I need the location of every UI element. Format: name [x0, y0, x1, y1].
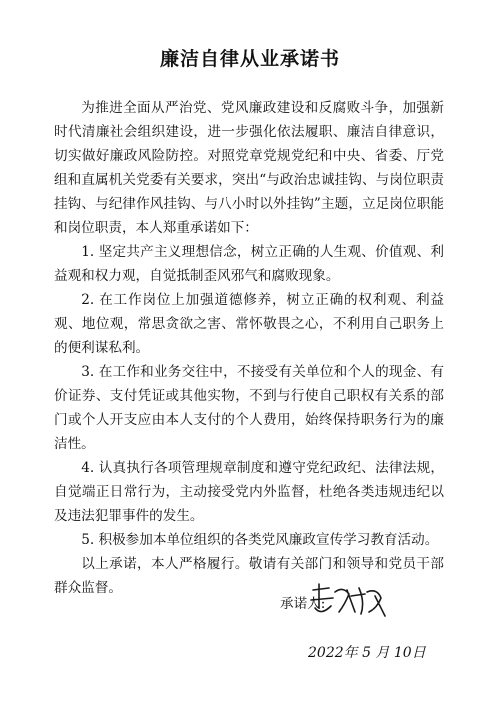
closing-paragraph: 以上承诺，本人严格履行。敬请有关部门和领导和党员干部群众监督。 [54, 556, 444, 596]
commitment-item-3: 3. 在工作和业务交往中，不接受有关单位和个人的现金、有价证券、支付凭证或其他实物，不到与行使自己职权有关系的部门或个人开支应由本人支付的个人费用，始终保持职务行为的廉洁性。 [54, 364, 444, 452]
handwritten-signature [285, 582, 395, 622]
intro-paragraph: 为推进全面从严治党、党风廉政建设和反腐败斗争，加强新时代清廉社会组织建设，进一步强化依法履职、廉洁自律意识，切实做好廉政风险防控。对照党章党规党纪和中央、省委、厅党组和直属机关党委有关要求，突出“与政治忠诚挂钩、与岗位职责挂钩、与纪律作风挂钩、与八小时以外挂钩”主题，立足岗位职能和岗位职责，本人郑重承诺如下： [54, 100, 444, 236]
date: 2022年 5 月 10日 [308, 645, 426, 661]
letter-body [54, 96, 444, 600]
commitment-item-4: 4. 认真执行各项管理规章制度和遵守党纪政纪、法律法规，自觉端正日常行为，主动接受党内外监督，杜绝各类违规违纪以及违法犯罪事件的发生。 [54, 460, 444, 524]
signer-label: 承诺人: [280, 596, 326, 612]
commitment-item-2: 2. 在工作岗位上加强道德修养，树立正确的权利观、利益观、地位观，常思贪欲之害、常怀敬畏之心，不利用自己职务上的便利谋私利。 [54, 292, 444, 356]
commitment-item-5: 5. 积极参加本单位组织的各类党风廉政宣传学习教育活动。 [81, 532, 439, 548]
page-title: 廉洁自律从业承诺书 [159, 48, 340, 70]
commitment-item-1: 1. 坚定共产主义理想信念，树立正确的人生观、价值观、利益观和权力观，自觉抵制歪风邪气和腐败现象。 [54, 244, 444, 284]
